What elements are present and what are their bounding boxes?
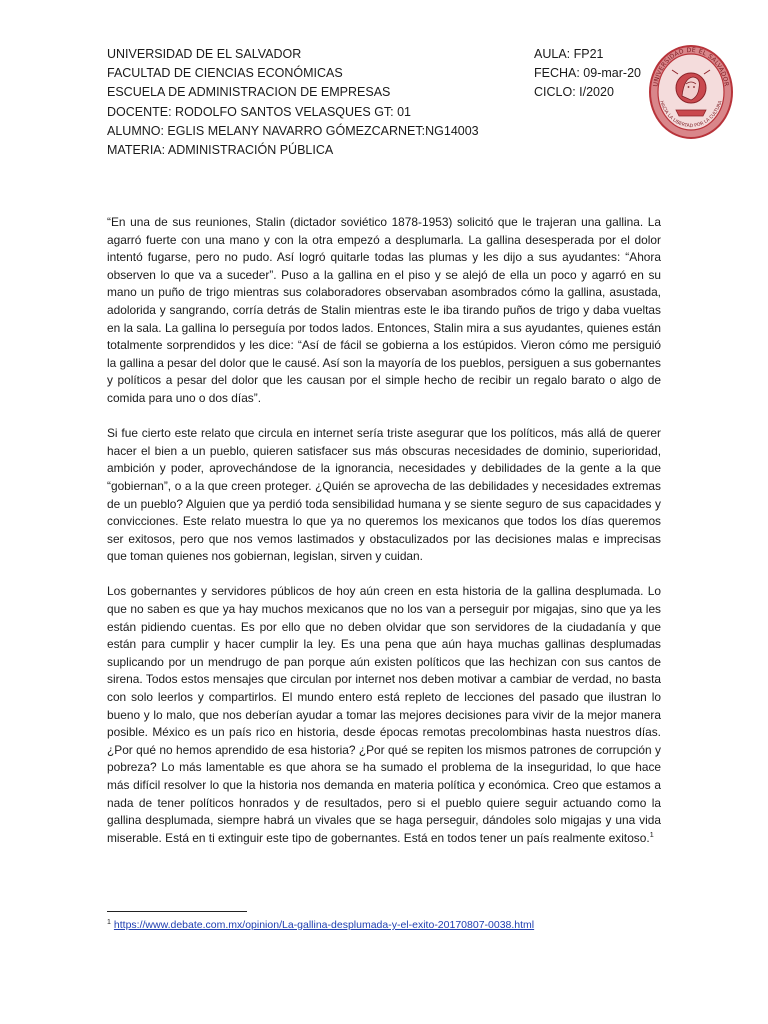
university-line: UNIVERSIDAD DE EL SALVADOR bbox=[107, 47, 302, 61]
header-right-block bbox=[534, 45, 641, 103]
footnote bbox=[107, 918, 534, 932]
seal-ring-text-top: UNIVERSIDAD DE EL SALVADOR bbox=[652, 46, 730, 88]
paragraph-conclusion bbox=[107, 583, 661, 847]
footnote-source-link[interactable]: https://www.debate.com.mx/opinion/La-gallina-desplumada-y-el-exito-20170807-0038.html bbox=[113, 919, 535, 931]
cycle-line: CICLO: I/2020 bbox=[534, 85, 614, 100]
student-line: ALUMNO: EGLIS MELANY NAVARRO GÓMEZCARNET:NG14003 bbox=[107, 123, 479, 138]
header-left-block bbox=[107, 45, 479, 160]
university-seal-logo bbox=[648, 44, 734, 140]
footnote-reference-marker[interactable]: 1 bbox=[649, 829, 654, 839]
school-line: ESCUELA DE ADMINISTRACION DE EMPRESAS bbox=[107, 85, 391, 100]
date-line: FECHA: 09-mar-20 bbox=[534, 66, 641, 81]
footnote-separator bbox=[107, 911, 247, 912]
faculty-line: FACULTAD DE CIENCIAS ECONÓMICAS bbox=[107, 66, 343, 81]
seal-ring-text-bottom: HACIA LA LIBERTAD POR LA CULTURA bbox=[658, 100, 724, 130]
teacher-line: DOCENTE: RODOLFO SANTOS VELASQUES GT: 01 bbox=[107, 104, 412, 119]
subject-line: MATERIA: ADMINISTRACIÓN PÚBLICA bbox=[107, 143, 334, 158]
classroom-line: AULA: FP21 bbox=[534, 47, 604, 61]
article-body bbox=[107, 214, 661, 865]
footnote-number: 1 bbox=[107, 918, 111, 926]
paragraph-stalin-story: “En una de sus reuniones, Stalin (dictador soviético 1878-1953) solicitó que le trajeran una gallina. La agarró fuerte con una mano y con la otra empezó a desplumarla. La gallina desesperada por el dolor intentó fugarse, pero no pudo. Así logró quitarle todas las plumas y les dijo a sus ayudantes: “Ahora observen lo que va a suceder”. Puso a la gallina en el piso y se alejó de ella un poco y agarró en su mano un puño de trigo mientras sus colaboradores observaban asombrados cómo la gallina, asustada, adolorida y sangrando, corría detrás de Stalin mientras este le iba tirando puños de trigo y daba vueltas en la sala. La gallina lo perseguía por todos lados. Entonces, Stalin mira a sus ayudantes, quienes están totalmente sorprendidos y les dice: “Así de fácil se gobierna a los estúpidos. Vieron cómo me persiguió la gallina a pesar del dolor que le causé. Así son la mayoría de los pueblos, persiguen a sus gobernantes y políticos a pesar del dolor que les causan por el simple hecho de recibir un regalo barato o algo de comida para uno o dos días”. bbox=[107, 215, 661, 405]
paragraph-conclusion-text: Los gobernantes y servidores públicos de hoy aún creen en esta historia de la gallina desplumada. Lo que no saben es que ya hay muchos mexicanos que no los van a perseguir por migajas, sino que ya les están pidiendo cuentas. Es por ello que no deben olvidar que son servidores de la ciudadanía y que están para cumplir y hacer cumplir la ley. Es una pena que aún haya muchas gallinas desplumadas suplicando por un mendrugo de pan porque aún existen políticos que las hechizan con sus cantos de sirena. Todos estos mensajes que circulan por internet nos deben motivar a cambiar de verdad, no basta con solo leerlos y compartirlos. El mundo entero está repleto de lecciones del pasado que ilustran lo bueno y lo malo, que nos deberían ayudar a tomar las mejores decisiones para vivir de la mejor manera posible. México es un país rico en historia, desde épocas remotas precolombinas hasta nuestros días. ¿Por qué no hemos aprendido de esa historia? ¿Por qué se repiten los mismos patrones de corrupción y pobreza? Lo más lamentable es que ahora se ha sumado el problema de la inseguridad, lo que hace más difícil resolver lo que la historia nos demanda en materia política y económica. Creo que estamos a nada de tener políticos honrados y de resultados, pero si el pueblo quiere seguir actuando como la gallina desplumada, siempre habrá un vivales que se haga perseguir, dándoles solo migajas y una vida miserable. Está en ti extinguir este tipo de gobernantes. Está en todos tener un país realmente exitoso. bbox=[107, 584, 661, 845]
paragraph-politicians-reflection: Si fue cierto este relato que circula en internet sería triste asegurar que los políticos, más allá de querer hacer el bien a un pueblo, quieren satisfacer sus más obscuras necesidades de dominio, superioridad, ambición y poder, aprovechándose de la ignorancia, necesidades y debilidades de la gente a la que “gobiernan”, o a la que creen proteger. ¿Quién se aprovecha de las debilidades y necesidades extremas de un pueblo? Alguien que ya perdió toda sensibilidad humana y se siente seguro de sus capacidades y convicciones. Este relato muestra lo que ya no queremos los mexicanos que todos los días queremos ser exitosos, pero que nos vemos lastimados y obstaculizados por las decisiones malas e imprecisas que toman quienes nos gobiernan, legislan, sirven y cuidan. bbox=[107, 426, 661, 564]
